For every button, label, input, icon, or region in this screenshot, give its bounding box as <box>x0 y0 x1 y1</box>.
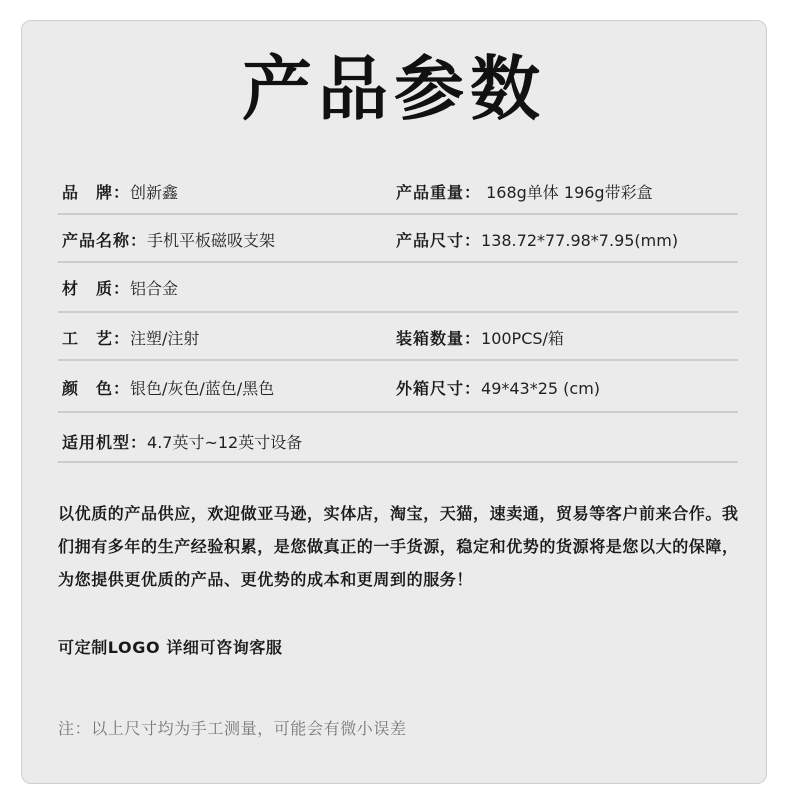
spec-value: 银色/灰色/蓝色/黑色 <box>130 379 275 398</box>
customization-text: 可定制LOGO 详细可咨询客服 <box>58 638 283 657</box>
spec-value: 注塑/注射 <box>130 329 200 348</box>
spec-label: 产品名称： <box>62 231 148 250</box>
row-divider <box>58 261 738 263</box>
spec-row <box>58 265 738 313</box>
spec-label: 装箱数量： <box>396 329 482 348</box>
spec-value: 168g单体 196g带彩盒 <box>481 183 653 202</box>
spec-row <box>58 217 738 265</box>
row-divider <box>58 213 738 215</box>
spec-label: 品 牌： <box>62 183 131 202</box>
row-divider <box>58 359 738 361</box>
spec-label: 适用机型： <box>62 433 148 452</box>
spec-label: 产品尺寸： <box>396 231 482 250</box>
spec-row <box>58 419 738 467</box>
page-title: 产品参数 <box>242 48 546 130</box>
measurement-note: 注：以上尺寸均为手工测量，可能会有微小误差 <box>58 719 407 738</box>
spec-label: 工 艺： <box>62 329 131 348</box>
spec-value: 铝合金 <box>130 279 179 298</box>
spec-value: 49*43*25 (cm) <box>481 379 601 398</box>
spec-value: 138.72*77.98*7.95(mm) <box>481 231 679 250</box>
description-paragraph: 以优质的产品供应，欢迎做亚马逊，实体店，淘宝，天猫，速卖通，贸易等客户前来合作。我们拥有多年的生产经验积累，是您做真正的一手货源，稳定和优势的货源将是您以大的保障，为您提供更优质的产品、更优势的成本和更周到的服务！ <box>58 504 739 589</box>
spec-value: 100PCS/箱 <box>481 329 564 348</box>
spec-row <box>58 315 738 363</box>
spec-label: 颜 色： <box>62 379 131 398</box>
spec-value: 4.7英寸~12英寸设备 <box>147 433 303 452</box>
spec-label: 产品重量： <box>396 183 482 202</box>
row-divider <box>58 461 738 463</box>
spec-label: 材 质： <box>62 279 131 298</box>
spec-row <box>58 169 738 217</box>
row-divider <box>58 311 738 313</box>
row-divider <box>58 411 738 413</box>
spec-value: 手机平板磁吸支架 <box>147 231 276 250</box>
product-params-card <box>21 20 767 784</box>
spec-label: 外箱尺寸： <box>396 379 482 398</box>
spec-row <box>58 365 738 413</box>
spec-value: 创新鑫 <box>130 183 179 202</box>
